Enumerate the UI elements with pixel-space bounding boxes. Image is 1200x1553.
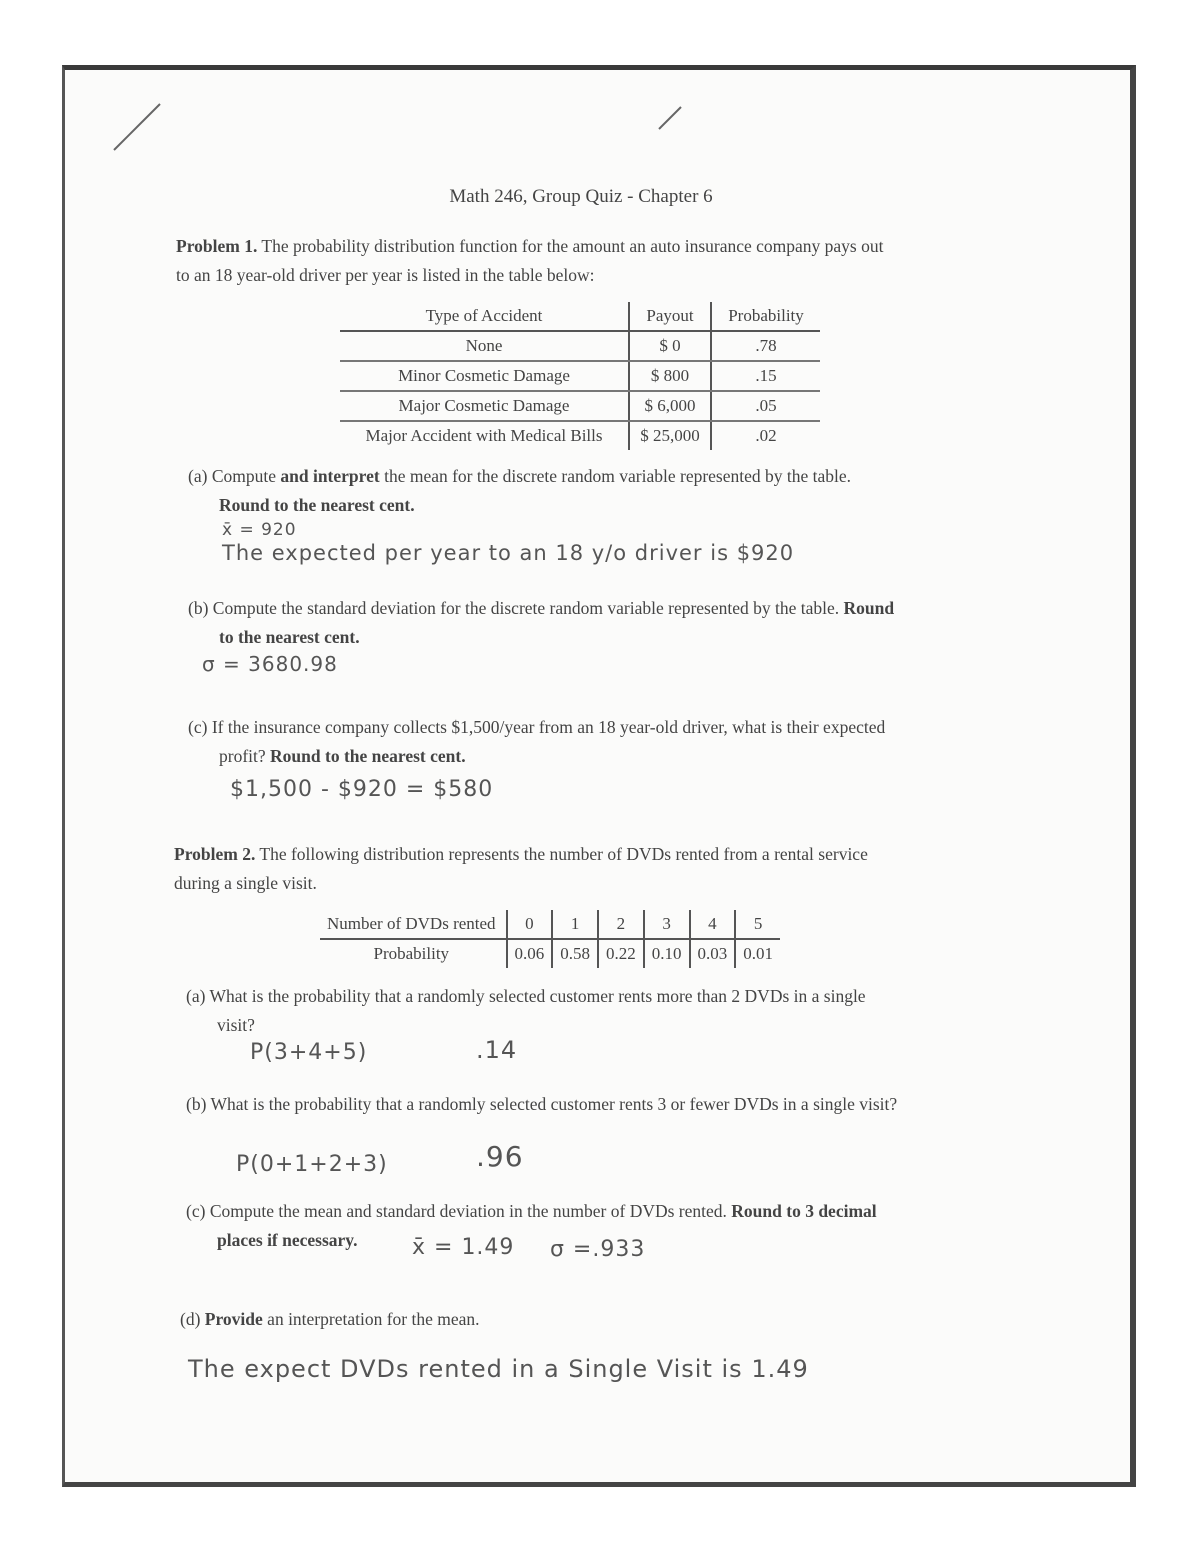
part-bold: Provide <box>204 1309 263 1329</box>
problem2-part-a <box>186 982 996 1040</box>
handwritten-answer-a: .14 <box>476 1036 518 1064</box>
handwritten-work-a: P(3+4+5) <box>250 1040 368 1065</box>
cell-value: 5 <box>735 910 780 939</box>
cell-probability: .02 <box>755 426 777 445</box>
part-marker: (a) <box>186 986 206 1006</box>
problem1-part-c <box>188 713 998 771</box>
part-text: an interpretation for the mean. <box>262 1309 480 1329</box>
part-bold: Round <box>843 598 895 618</box>
problem1-text-line2: to an 18 year-old driver per year is listed in the table below: <box>176 265 595 285</box>
row-label-probability: Probability <box>320 939 507 968</box>
cell-value: 4 <box>690 910 736 939</box>
header-type: Type of Accident <box>340 302 629 331</box>
problem2-part-d <box>180 1305 990 1334</box>
round-instruction: Round to the nearest cent. <box>219 495 415 515</box>
cell-value: 3 <box>644 910 690 939</box>
part-text: What is the probability that a randomly selected customer rents 3 or fewer DVDs in a single visit? <box>210 1094 898 1114</box>
table-row <box>320 910 780 939</box>
part-text: profit? <box>219 746 271 766</box>
cell-prob: 0.10 <box>644 939 690 968</box>
problem2-statement <box>174 840 994 898</box>
pen-tick-mark <box>655 103 685 133</box>
table-row <box>340 391 820 421</box>
handwritten-sd-answer: σ = 3680.98 <box>202 652 338 676</box>
part-text: the mean for the discrete random variable represented by the table. <box>379 466 852 486</box>
header-payout: Payout <box>629 302 711 331</box>
part-text: Compute <box>211 466 281 486</box>
cell-type: Major Cosmetic Damage <box>340 391 629 421</box>
part-text: visit? <box>217 1015 255 1035</box>
part-bold: and <box>280 466 309 486</box>
part-text: If the insurance company collects $1,500/year from an 18 year-old driver, what is their expected <box>211 717 886 737</box>
handwritten-sd: σ =.933 <box>550 1237 646 1262</box>
table-row <box>340 361 820 391</box>
cell-prob: 0.22 <box>598 939 644 968</box>
problem2-label: Problem 2. <box>174 844 256 864</box>
problem1-text-line1: The probability distribution function for the amount an auto insurance company pays out <box>257 236 884 256</box>
table-row <box>340 331 820 361</box>
cell-type: Major Accident with Medical Bills <box>340 421 629 450</box>
part-bold: interpret <box>312 466 380 486</box>
part-marker: (b) <box>186 1094 207 1114</box>
cell-type: Minor Cosmetic Damage <box>340 361 629 391</box>
handwritten-interpretation-d: The expect DVDs rented in a Single Visit is 1.49 <box>188 1355 809 1383</box>
cell-payout: $ 25,000 <box>629 421 711 450</box>
cell-value: 0 <box>507 910 553 939</box>
problem2-text-line2: during a single visit. <box>174 873 317 893</box>
cell-prob: 0.03 <box>690 939 736 968</box>
round-instruction: places if necessary. <box>217 1230 358 1250</box>
cell-value: 1 <box>552 910 598 939</box>
part-marker: (d) <box>180 1309 201 1329</box>
handwritten-work-b: P(0+1+2+3) <box>236 1152 388 1177</box>
dvd-distribution-table <box>320 910 780 968</box>
cell-prob: 0.58 <box>552 939 598 968</box>
part-marker: (a) <box>188 466 208 486</box>
cell-probability: .78 <box>711 331 820 361</box>
cell-payout: $ 6,000 <box>629 391 711 421</box>
cell-probability: .15 <box>711 361 820 391</box>
part-text: Compute the standard deviation for the discrete random variable represented by the table. <box>212 598 844 618</box>
problem1-part-a <box>188 462 998 520</box>
cell-probability: .05 <box>711 391 820 421</box>
cell-payout: $ 0 <box>629 331 711 361</box>
problem1-statement <box>176 232 996 290</box>
header-probability: Probability <box>711 302 820 331</box>
handwritten-answer-b: .96 <box>476 1140 524 1173</box>
problem2-part-b <box>186 1090 1006 1119</box>
cell-payout: $ 800 <box>629 361 711 391</box>
part-marker: (c) <box>186 1201 206 1221</box>
handwritten-mean-answer: x̄ = 920 <box>222 520 297 540</box>
part-text: What is the probability that a randomly selected customer rents more than 2 DVDs in a single <box>209 986 866 1006</box>
cell-value: 2 <box>598 910 644 939</box>
accident-table <box>340 302 820 450</box>
cell-type: None <box>340 331 629 361</box>
handwritten-mean: x̄ = 1.49 <box>412 1235 515 1260</box>
pen-slash-mark <box>108 98 168 156</box>
row-label-dvds: Number of DVDs rented <box>320 910 507 939</box>
handwritten-profit-answer: $1,500 - $920 = $580 <box>230 777 494 802</box>
problem1-part-b <box>188 594 998 652</box>
part-text: Compute the mean and standard deviation in the number of DVDs rented. <box>209 1201 732 1221</box>
part-marker: (c) <box>188 717 208 737</box>
table-row <box>320 939 780 968</box>
round-instruction: Round to the nearest cent. <box>270 746 466 766</box>
table-row <box>340 421 820 450</box>
cell-prob: 0.01 <box>743 944 774 963</box>
problem1-label: Problem 1. <box>176 236 258 256</box>
problem2-text-line1: The following distribution represents the number of DVDs rented from a rental service <box>255 844 868 864</box>
handwritten-interpretation: The expected per year to an 18 y/o driver is $920 <box>222 541 795 565</box>
table-header-row <box>340 302 820 331</box>
part-marker: (b) <box>188 598 209 618</box>
round-instruction: to the nearest cent. <box>219 627 360 647</box>
cell-prob: 0.06 <box>507 939 553 968</box>
part-bold: Round to 3 decimal <box>731 1201 877 1221</box>
page-title: Math 246, Group Quiz - Chapter 6 <box>449 186 713 207</box>
